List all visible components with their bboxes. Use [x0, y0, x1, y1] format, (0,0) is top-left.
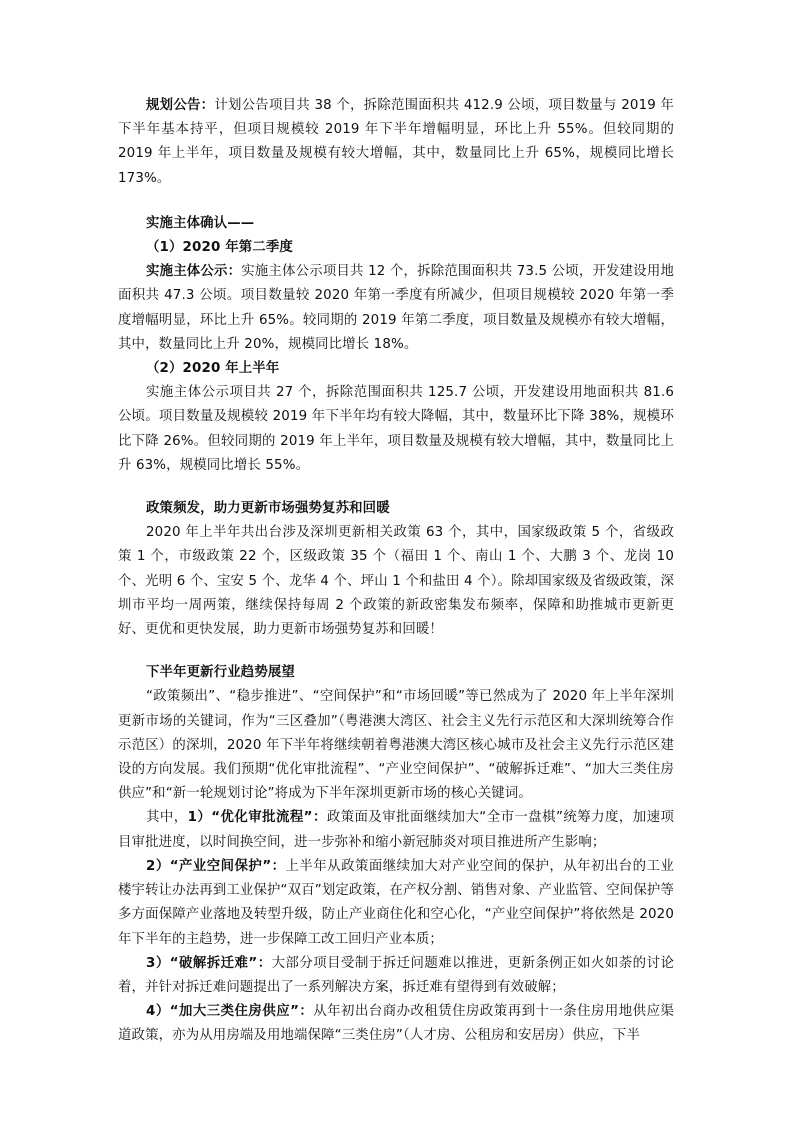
item3-text: 大部分项目受制于拆迁问题难以推进，更新条例正如火如荼的讨论着，并针对拆迁难问题提出了一系列解决方案，拆迁难有望得到有效破解；	[118, 955, 674, 995]
item1-prefix: 其中，	[146, 810, 188, 826]
q2-heading: （1）2020 年第二季度	[146, 240, 293, 256]
item2-label: 2）“产业空间保护”：	[146, 858, 286, 874]
item4-text: 从年初出台商办改租赁住房政策再到十一条住房用地供应渠道政策，亦为从用房端及用地端保障“三类住房”（人才房、公租房和安居房）供应，下半	[118, 1004, 674, 1044]
outlook-intro: “政策频出”、“稳步推进”、“空间保护”和“市场回暖”等已然成为了 2020 年上半年深圳更新市场的关键词，作为“三区叠加”（粤港澳大湾区、社会主义先行示范区和大深圳统筹合作示范区）的深圳，2020 年下半年将继续朝着粤港澳大湾区核心城市及社会主义先行示范区建设的方向发展。我们预期“优化审批流程”、“产业空间保护”、“破解拆迁难”、“加大三类住房供应”和“新一轮规划讨论”将成为下半年深圳更新市场的核心关键词。	[118, 689, 674, 802]
policy-heading: 政策频发，助力更新市场强势复苏和回暖	[146, 501, 390, 517]
q2-text: 实施主体公示项目共 12 个，拆除范围面积共 73.5 公顷，开发建设用地面积共 47.3 公顷。项目数量较 2020 年第一季度有所减少，但项目规模较 2020 年第一季度增幅明显，环比上升 65%。较同期的 2019 年第二季度，项目数量及规模亦有较大增幅，其中，数量同比上升 20%，规模同比增长 18%。	[118, 264, 674, 352]
policy-paragraph: 2020 年上半年共出台涉及深圳更新相关政策 63 个，其中，国家级政策 5 个，省级政策 1 个，市级政策 22 个，区级政策 35 个（福田 1 个、南山 1 个、大鹏 3 个、龙岗 10 个、光明 6 个、宝安 5 个、龙华 4 个、坪山 1 个和盐田 4 个）。除却国家级及省级政策，深圳市平均一周两策，继续保持每周 2 个政策的新政密集发布频率，保障和助推城市更新更好、更优和更快发展，助力更新市场强势复苏和回暖！	[118, 525, 674, 638]
item2-text: 上半年从政策面继续加大对产业空间的保护，从年初出台的工业楼宇转让办法再到工业保护“双百”划定政策，在产权分割、销售对象、产业监管、空间保护等多方面保障产业落地及转型升级，防止产业商住化和空心化，“产业空间保护”将依然是 2020 年下半年的主趋势，进一步保障工改工回归产业本质；	[118, 858, 674, 947]
item1-label: 1）“优化审批流程”：	[187, 810, 327, 826]
q2-paragraph	[118, 260, 674, 357]
plan-paragraph	[118, 94, 674, 191]
item1-text: 政策面及审批面继续加大“全市一盘棋”统筹力度，加速项目审批进度，以时间换空间，进一步弥补和缩小新冠肺炎对项目推进所产生影响；	[118, 810, 674, 850]
document-page	[118, 94, 674, 1049]
plan-text: 计划公告项目共 38 个，拆除范围面积共 412.9 公顷，项目数量与 2019 年下半年基本持平，但项目规模较 2019 年下半年增幅明显，环比上升 55%。但较同期的 2019 年上半年，项目数量及规模有较大增幅，其中，数量同比上升 65%，规模同比增长 173%。	[118, 98, 674, 186]
plan-label: 规划公告：	[146, 98, 215, 113]
q2-label: 实施主体公示：	[146, 264, 242, 280]
h1-heading: （2）2020 年上半年	[146, 361, 280, 377]
item4-label: 4）“加大三类住房供应”：	[146, 1004, 314, 1020]
outlook-item-3	[118, 952, 674, 1000]
implement-heading: 实施主体确认——	[146, 215, 255, 231]
outlook-item-2	[118, 855, 674, 952]
outlook-heading: 下半年更新行业趋势展望	[146, 665, 295, 681]
outlook-item-4	[118, 1000, 674, 1048]
outlook-item-1	[118, 806, 674, 854]
h1-paragraph: 实施主体公示项目共 27 个，拆除范围面积共 125.7 公顷，开发建设用地面积共 81.6 公顷。项目数量及规模较 2019 年下半年均有较大降幅，其中，数量环比下降 38%，规模环比下降 26%。但较同期的 2019 年上半年，项目数量及规模有较大增幅，其中，数量同比上升 63%，规模同比增长 55%。	[118, 385, 674, 473]
item3-label: 3）“破解拆迁难”：	[146, 955, 272, 971]
